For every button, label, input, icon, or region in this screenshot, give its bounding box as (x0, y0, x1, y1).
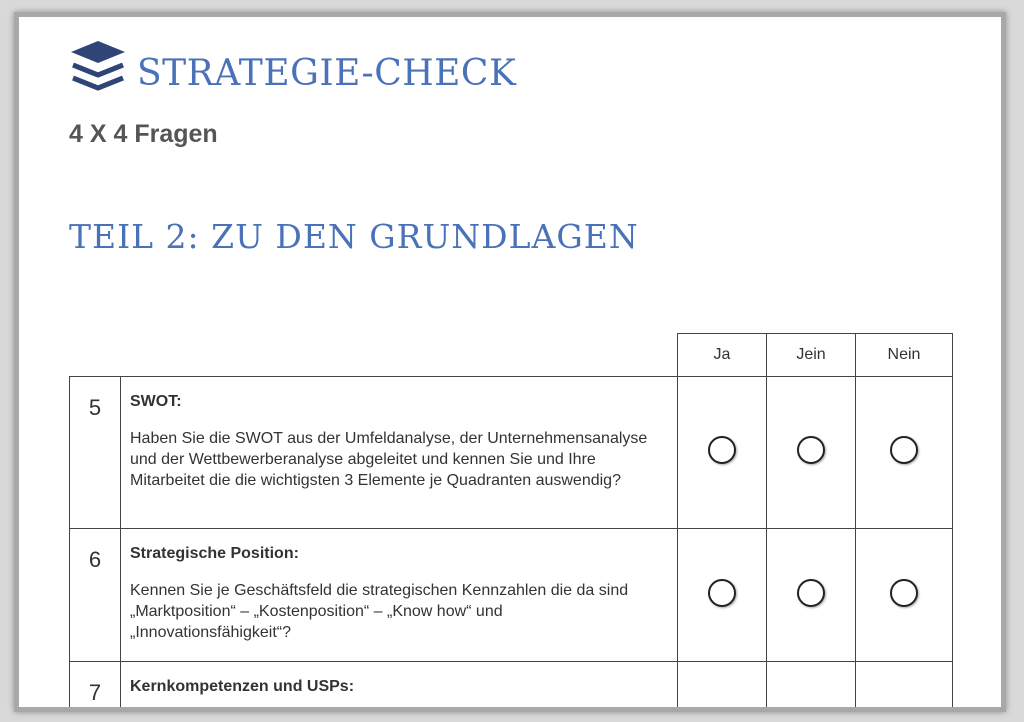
question-text: Kennen Sie je Geschäftsfeld die strategischen Kennzahlen die da sind „Marktposition“ – „Kostenposition“ – „Know how“ und „Innovationsfähigkeit“? (130, 582, 629, 641)
table-header-row (70, 334, 953, 377)
document-page (14, 12, 1006, 712)
header-blank (70, 334, 121, 377)
question-cell (121, 529, 678, 662)
question-number: 5 (70, 377, 121, 529)
answer-cell-ja (678, 662, 767, 713)
document-title: STRATEGIE-CHECK (137, 53, 517, 94)
radio-ja[interactable] (708, 579, 736, 607)
table-row (70, 377, 953, 529)
table-row (70, 662, 953, 713)
answer-cell-jein (767, 377, 856, 529)
radio-nein[interactable] (890, 579, 918, 607)
question-number: 6 (70, 529, 121, 662)
answer-cell-nein (856, 662, 953, 713)
answer-cell-ja (678, 529, 767, 662)
radio-ja[interactable] (708, 436, 736, 464)
column-header-nein: Nein (856, 334, 953, 377)
radio-jein[interactable] (797, 579, 825, 607)
radio-jein[interactable] (797, 436, 825, 464)
header-blank (121, 334, 678, 377)
stacked-layers-icon (69, 39, 127, 95)
question-heading: Strategische Position: (130, 545, 299, 562)
question-number: 7 (70, 662, 121, 713)
question-heading: SWOT: (130, 393, 182, 410)
section-title: TEIL 2: ZU DEN GRUNDLAGEN (69, 217, 639, 256)
answer-cell-nein (856, 529, 953, 662)
document-subtitle: 4 X 4 Fragen (69, 120, 218, 148)
question-heading: Kernkompetenzen und USPs: (130, 678, 355, 695)
answer-cell-jein (767, 662, 856, 713)
radio-nein[interactable] (890, 436, 918, 464)
column-header-ja: Ja (678, 334, 767, 377)
question-cell (121, 662, 678, 713)
question-cell (121, 377, 678, 529)
question-text: Haben Sie die SWOT aus der Umfeldanalyse, der Unternehmensanalyse und der Wettbewerberanalyse abgeleitet und kennen Sie und Ihre Mitarbeitet die die wichtigsten 3 Elemente je Quadranten auswendig? (130, 430, 648, 489)
questionnaire-table (69, 333, 953, 712)
answer-cell-jein (767, 529, 856, 662)
table-row (70, 529, 953, 662)
answer-cell-ja (678, 377, 767, 529)
column-header-jein: Jein (767, 334, 856, 377)
answer-cell-nein (856, 377, 953, 529)
